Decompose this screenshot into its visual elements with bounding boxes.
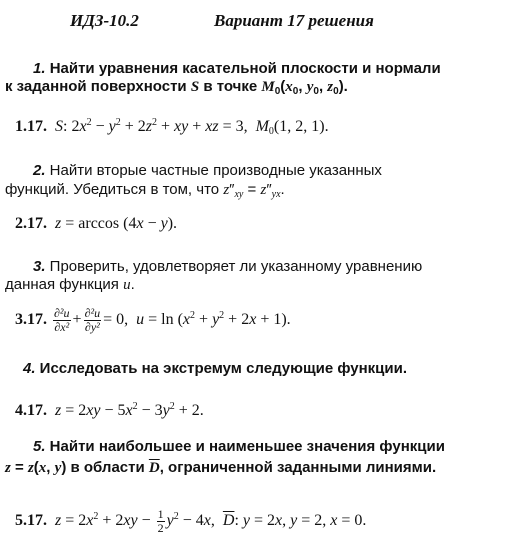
task4-text-line1: 4. Исследовать на экстремум следующие функции. (23, 360, 407, 377)
task4-number: 4. (23, 360, 36, 377)
task2-number: 2. (33, 162, 46, 179)
fraction-one-half: $\frac{1}{2}$ (157, 507, 164, 535)
doc-code: ИДЗ-10.2 (70, 11, 139, 30)
task1-number: 1. (33, 60, 46, 77)
problem-4-17-number: 4.17. (15, 402, 47, 419)
problem-5-17: 5.17. $z = 2x^2 + 2xy$ − $\frac{1}{2}$ $y^2 - 4x$, $\overline{D}$: y = 2x, y = 2, x = 0. (15, 507, 367, 535)
fraction-d2u-dx2: $\frac{\text{∂²u}}{\text{∂x²}}$ (54, 305, 70, 334)
task3-text-line1: 3. Проверить, удовлетворяет ли указанному уравнению (33, 258, 423, 275)
task1-text-line2: к заданной поверхности S в точке $M_0(x_0$, $y_0$, $z_0$). (5, 78, 348, 97)
problem-1-17: 1.17. S: $2x^2 - y^2 + 2z^2$ + xy + xz = 3, $M_0(1$, 2, 1). (15, 117, 329, 137)
problem-1-17-number: 1.17. (15, 118, 47, 135)
fraction-d2u-dy2: $\frac{\text{∂²u}}{\text{∂y²}}$ (84, 305, 101, 334)
task2-text-line1: 2. Найти вторые частные производные указанных (33, 162, 382, 179)
task3-number: 3. (33, 258, 46, 275)
task5-text-line1: 5. Найти наибольшее и наименьшее значения функции (33, 438, 445, 455)
problem-3-17: 3.17. $\frac{\text{∂²u}}{\text{∂x²}}$ + $\frac{\text{∂²u}}{\text{∂y²}}$ = 0, $u = \ln (x^2 + y^2 + 2x + 1)$. (15, 305, 291, 334)
problem-4-17: 4.17. $z = 2xy - 5x^2 - 3y^2 + 2$. (15, 401, 204, 419)
problem-5-17-number: 5.17. (15, 512, 47, 530)
variant-title: Вариант 17 решения (214, 11, 374, 30)
task5-number: 5. (33, 438, 46, 455)
task1-text-line1: 1. Найти уравнения касательной плоскости и нормали (33, 60, 441, 77)
problem-3-17-number: 3.17. (15, 311, 47, 328)
problem-2-17-number: 2.17. (15, 215, 47, 232)
task3-text-line2: данная функция u. (5, 276, 135, 293)
task2-text-line2: функций. Убедиться в том, что $z''_{xy} = z''_{yx}$. (5, 181, 285, 200)
task5-text-line2: z = z(x, y) в области $\overline{D}$, ограниченной заданными линиями. (5, 459, 437, 476)
problem-2-17: 2.17. z = arccos (4x − y). (15, 215, 178, 232)
